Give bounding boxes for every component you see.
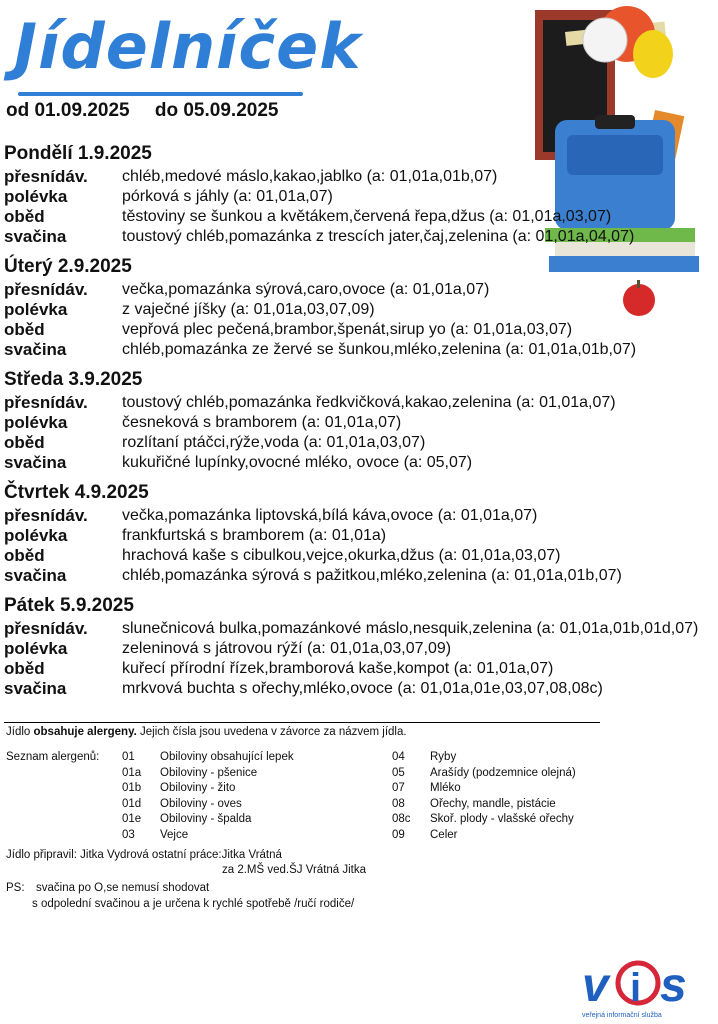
meal-label: oběd [4,207,45,226]
meal-row [4,679,716,699]
meal-value: toustový chléb,pomazánka z trescích jater,čaj,zelenina (a: 01,01a,04,07) [122,228,635,245]
day-title: Středa 3.9.2025 [4,369,143,390]
vis-logo [580,955,710,1021]
day-section [4,143,716,247]
allergen-code: 09 [392,828,405,841]
meal-label: oběd [4,546,45,565]
meal-row [4,280,716,300]
note-pre: Jídlo [6,726,34,738]
meal-row [4,566,716,586]
meal-row [4,187,716,207]
meal-row [4,300,716,320]
meal-row [4,619,716,639]
meal-label: polévka [4,187,68,206]
logo-subtitle: veřejná informační služba [582,1012,662,1019]
meal-row [4,639,716,659]
meal-value: česneková s bramborem (a: 01,01a,07) [122,414,402,431]
allergen-code: 01d [122,797,142,810]
allergen-name: Obiloviny obsahující lepek [160,751,294,763]
allergen-name: Vejce [160,828,189,841]
prepared-line1: Jídlo připravil: Jitka Vydrová ostatní práce:Jitka Vrátná [6,849,282,861]
meal-label: oběd [4,320,45,339]
meal-label: přesnídáv. [4,280,88,299]
allergen-item [122,797,294,813]
date-range [6,100,298,122]
ps-line2: s odpolední svačinou a je určena k rychlé spotřebě /ručí rodiče/ [32,898,355,910]
meal-label: přesnídáv. [4,506,88,525]
meal-label: polévka [4,639,68,658]
meal-value: kukuřičné lupínky,ovocné mléko, ovoce (a: 05,07) [122,454,473,471]
meal-value: vepřová plec pečená,brambor,špenát,sirup yo (a: 01,01a,03,07) [122,321,573,338]
meal-value: chléb,pomazánka ze žervé se šunkou,mléko,zelenina (a: 01,01a,01b,07) [122,341,637,358]
meal-value: pórková s jáhly (a: 01,01a,07) [122,188,333,205]
meal-row [4,207,716,227]
day-title: Pátek 5.9.2025 [4,595,134,616]
meal-value: večka,pomazánka sýrová,caro,ovoce (a: 01,01a,07) [122,281,490,298]
meal-value: těstoviny se šunkou a květákem,červená řepa,džus (a: 01,01a,03,07) [122,208,612,225]
meal-value: slunečnicová bulka,pomazánkové máslo,nesquik,zelenina (a: 01,01a,01b,01d,07) [122,620,699,637]
allergen-name: Arašídy (podzemnice olejná) [430,766,576,779]
day-section [4,482,716,586]
meal-value: hrachová kaše s cibulkou,vejce,okurka,džus (a: 01,01a,03,07) [122,547,561,564]
allergen-name: Obiloviny - pšenice [160,766,258,779]
allergen-name: Mléko [430,782,461,795]
day-title: Pondělí 1.9.2025 [4,143,152,164]
allergen-item [122,828,294,844]
meal-value: frankfurtská s bramborem (a: 01,01a) [122,527,387,544]
allergen-name: Ryby [430,751,457,763]
meal-value: zeleninová s játrovou rýží (a: 01,01a,03,07,09) [122,640,452,657]
meal-label: svačina [4,340,67,359]
allergen-code: 01b [122,782,142,795]
allergen-name: Skoř. plody - vlašské ořechy [430,813,574,826]
meal-row [4,320,716,340]
day-section [4,595,716,699]
svg-text:s: s [660,959,687,1012]
meal-label: svačina [4,679,67,698]
title-underline [18,92,303,96]
allergen-name: Obiloviny - špalda [160,813,252,826]
meal-value: večka,pomazánka liptovská,bílá káva,ovoce (a: 01,01a,07) [122,507,538,524]
meal-label: oběd [4,433,45,452]
meal-value: rozlítaní ptáčci,rýže,voda (a: 01,01a,03,07) [122,434,426,451]
meal-row [4,453,716,473]
meal-value: kuřecí přírodní řízek,bramborová kaše,kompot (a: 01,01a,07) [122,660,554,677]
allergen-item [392,750,576,766]
allergen-item [392,781,576,797]
meal-row [4,433,716,453]
page-title: Jídelníček [14,10,362,83]
note-post: Jejich čísla jsou uvedena v závorce za názvem jídla. [136,726,407,738]
allergen-code: 01a [122,766,142,779]
allergen-code: 03 [122,828,135,841]
allergen-code: 04 [392,751,405,763]
meal-label: polévka [4,526,68,545]
meal-row [4,393,716,413]
allergen-code: 08 [392,797,405,810]
meal-label: svačina [4,566,67,585]
allergen-item [392,766,576,782]
separator-line [4,722,600,723]
meal-value: chléb,pomazánka sýrová s pažitkou,mléko,zelenina (a: 01,01a,01b,07) [122,567,622,584]
meal-row [4,167,716,187]
allergen-code: 01e [122,813,142,826]
meal-label: svačina [4,227,67,246]
meal-row [4,340,716,360]
meal-label: polévka [4,413,68,432]
allergen-item [392,797,576,813]
allergen-name: Celer [430,828,458,841]
ps-label: PS: [6,882,25,894]
allergen-note [6,726,706,738]
allergens-right-list [392,750,576,844]
day-title: Úterý 2.9.2025 [4,256,132,277]
allergen-code: 05 [392,766,405,779]
meal-row [4,659,716,679]
day-section [4,256,716,360]
meal-row [4,526,716,546]
allergen-name: Obiloviny - oves [160,797,242,810]
date-to: do 05.09.2025 [154,100,279,121]
meal-label: polévka [4,300,68,319]
meal-row [4,506,716,526]
allergen-item [122,812,294,828]
allergen-item [122,750,294,766]
allergen-item [392,812,576,828]
meal-row [4,227,716,247]
meal-label: svačina [4,453,67,472]
ps-line1: svačina po O,se nemusí shodovat [36,882,210,894]
meal-row [4,413,716,433]
meal-label: přesnídáv. [4,167,88,186]
allergen-item [122,766,294,782]
allergen-code: 01 [122,751,135,763]
meal-row [4,546,716,566]
meal-value: mrkvová buchta s ořechy,mléko,ovoce (a: 01,01a,01e,03,07,08,08c) [122,680,603,697]
meal-label: přesnídáv. [4,619,88,638]
svg-text:v: v [582,959,609,1012]
allergen-code: 08c [392,813,411,826]
day-section [4,369,716,473]
meal-value: chléb,medové máslo,kakao,jablko (a: 01,01a,01b,07) [122,168,498,185]
meal-label: oběd [4,659,45,678]
allergen-code: 07 [392,782,405,795]
allergens-label: Seznam alergenů: [6,751,100,763]
note-bold: obsahuje alergeny. [33,726,137,738]
allergen-name: Ořechy, mandle, pistácie [430,797,556,810]
meal-value: z vaječné jíšky (a: 01,01a,03,07,09) [122,301,375,318]
allergen-item [392,828,576,844]
svg-text:i: i [630,966,642,1010]
meal-value: toustový chléb,pomazánka ředkvičková,kakao,zelenina (a: 01,01a,07) [122,394,616,411]
date-from: od 01.09.2025 [6,100,130,121]
allergen-item [122,781,294,797]
meal-label: přesnídáv. [4,393,88,412]
day-title: Čtvrtek 4.9.2025 [4,482,149,503]
allergen-name: Obiloviny - žito [160,782,236,795]
prepared-line2: za 2.MŠ ved.ŠJ Vrátná Jitka [222,864,367,876]
allergens-left-list [122,750,294,844]
